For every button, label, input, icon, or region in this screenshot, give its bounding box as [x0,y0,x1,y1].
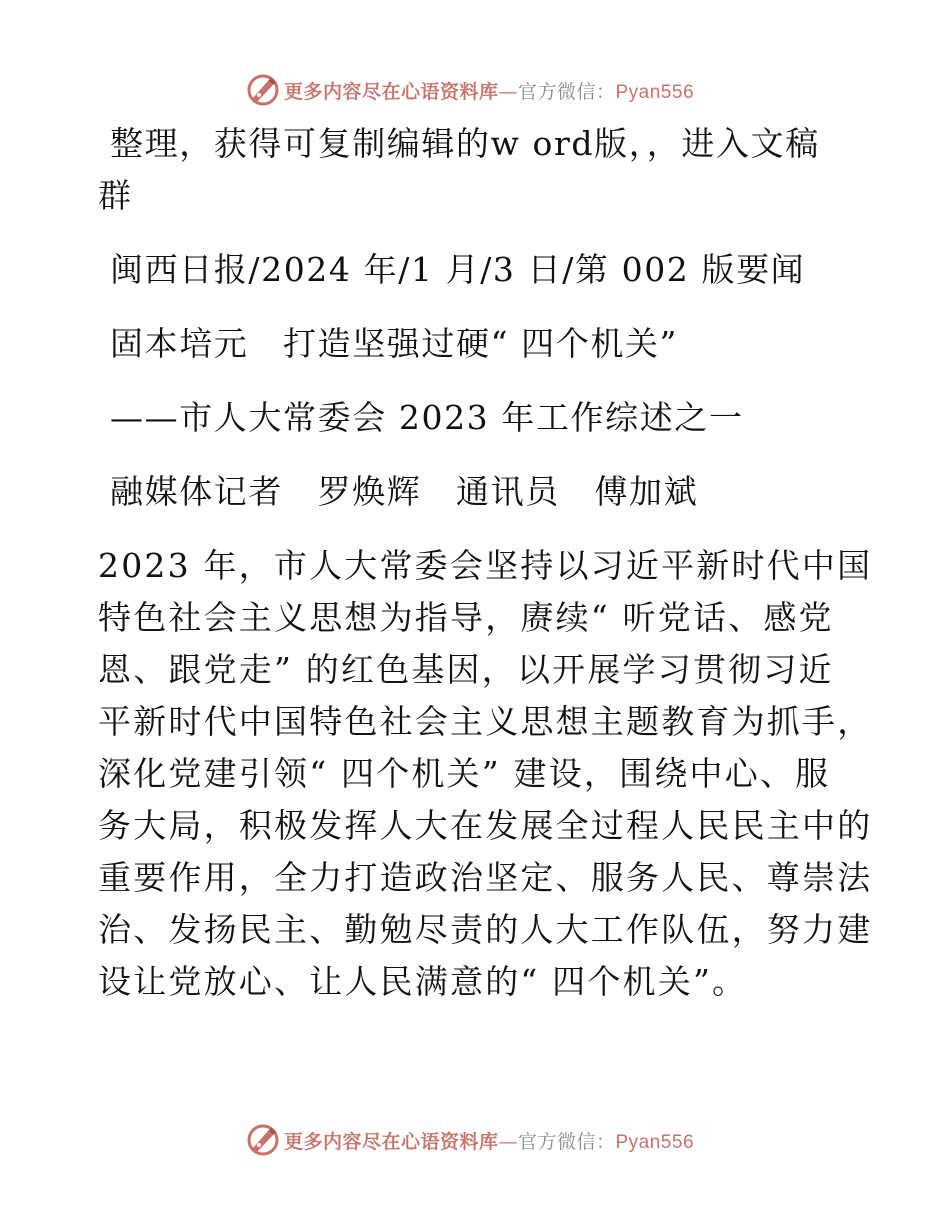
footer-banner-inner [246,1123,694,1157]
document-content [98,118,873,1008]
footer-official: 官方微信： [517,1130,616,1153]
article-subtitle: ——市人大常委会 2023 年工作综述之一 [110,398,744,437]
spacer [98,296,858,318]
header-official: 官方微信： [517,80,616,103]
footer-dash: — [498,1130,518,1153]
header-banner-text [284,77,694,104]
spacer [98,370,858,392]
body-line: 2023 年，市人大常委会坚持以习近平新时代中国 [98,546,873,585]
header-brand: 更多内容尽在心语资料库 [283,80,499,103]
article-byline: 融媒体记者 罗焕辉 通讯员 傅加斌 [110,472,699,511]
footer-banner [0,1120,950,1160]
body-line: 务大局，积极发挥人大在发展全过程人民民主中的 [98,806,873,845]
spacer [98,444,858,466]
spacer [98,222,858,244]
body-line: 特色社会主义思想为指导，赓续“ 听党话、感党 [98,598,834,637]
body-line: 恩、跟党走” 的红色基因，以开展学习贯彻习近 [98,650,834,689]
intro-line-1: 整理，获得可复制编辑的w ord版，，进入文稿 [110,124,820,163]
pen-logo-icon [246,1123,280,1157]
footer-wechat-id: Pyan556 [615,1131,695,1153]
header-wechat-id: Pyan556 [615,81,695,103]
header-dash: — [498,80,518,103]
header-banner-inner [246,73,694,107]
pen-logo-icon [246,73,280,107]
spacer [98,518,858,540]
body-line: 设让党放心、让人民满意的“ 四个机关”。 [98,962,748,1001]
body-line: 深化党建引领“ 四个机关” 建设，围绕中心、服 [98,754,831,793]
body-line: 平新时代中国特色社会主义思想主题教育为抓手， [98,702,873,741]
source-line: 闽西日报/2024 年/1 月/3 日/第 002 版要闻 [110,250,806,289]
body-line: 治、发扬民主、勤勉尽责的人大工作队伍，努力建 [98,910,873,949]
header-banner [0,70,950,110]
footer-brand: 更多内容尽在心语资料库 [283,1130,499,1153]
intro-line-2: 群 [98,176,133,215]
body-line: 重要作用，全力打造政治坚定、服务人民、尊崇法 [98,858,873,897]
article-title: 固本培元 打造坚强过硬“ 四个机关” [110,324,679,363]
footer-banner-text [284,1127,694,1154]
